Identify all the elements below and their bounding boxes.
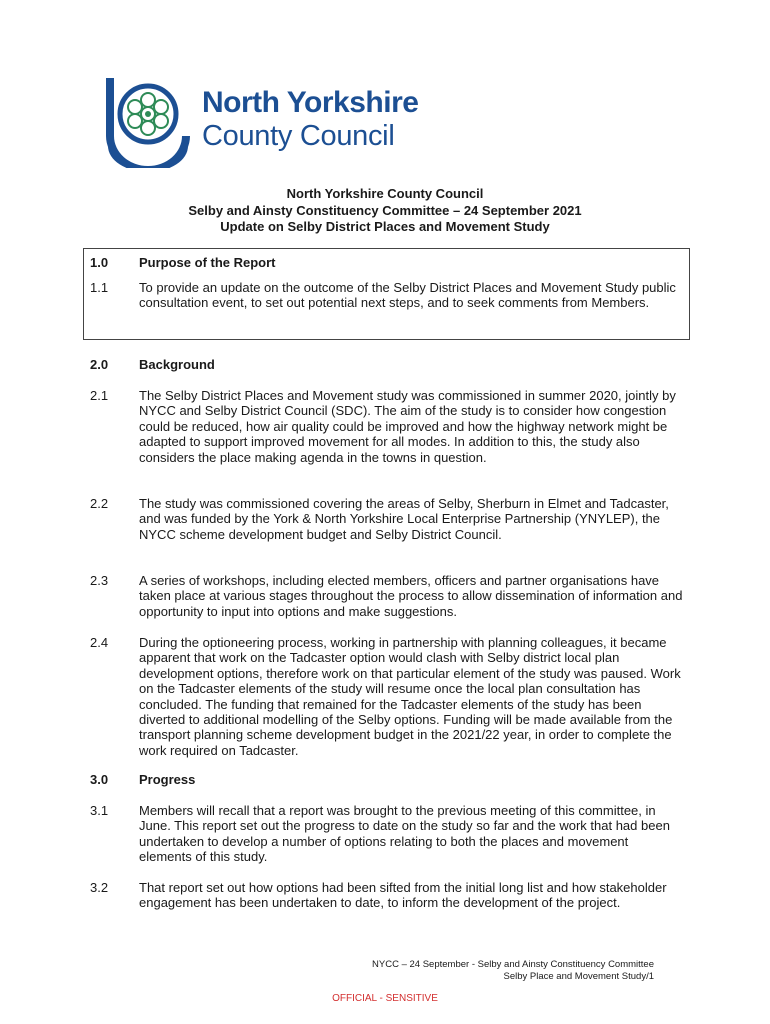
paragraph-2-3: A series of workshops, including elected members, officers and partner organisations have taken place at various stages throughout the process to allow dissemination of information and opportunity to input into options and make suggestions.	[139, 573, 683, 619]
security-classification: OFFICIAL - SENSITIVE	[332, 993, 438, 1004]
paragraph-1-1: To provide an update on the outcome of the Selby District Places and Movement Study public consultation event, to set out potential next steps, and to seek comments from Members.	[139, 280, 676, 311]
paragraph-number: 2.4	[90, 635, 109, 650]
paragraph-number: 2.1	[90, 388, 109, 403]
rose-emblem-icon	[100, 76, 200, 168]
paragraph-3-1: Members will recall that a report was brought to the previous meeting of this committee, in June. This report set out the progress to date on the study so far and the work that had been undertaken to develop a number of options relating to both the places and movement elements of this study.	[139, 803, 670, 865]
paragraph-number: 2.2	[90, 496, 109, 511]
paragraph-number: 3.1	[90, 803, 109, 818]
paragraph-number: 3.2	[90, 880, 109, 895]
paragraph-3-2: That report set out how options had been sifted from the initial long list and how stakeholder engagement has been undertaken to date, to inform the development of the project.	[139, 880, 667, 911]
paragraph-number: 2.3	[90, 573, 109, 588]
section-title-background: Background	[139, 357, 215, 372]
logo-text-line1: North Yorkshire	[202, 86, 419, 119]
paragraph-2-4: During the optioneering process, working in partnership with planning colleagues, it became apparent that work on the Tadcaster option would clash with Selby district local plan development options, therefore work on that particular element of the study was paused. Work on the Tadcaster elements of the study will resume once the local plan consultation has concluded. The funding that remained for the Tadcaster elements of the study has been diverted to additional modelling of the Selby options. Funding will be made available from the transport planning scheme development budget in the 2021/22 year, in order to complete the work required on Tadcaster.	[139, 635, 681, 758]
section-title-purpose: Purpose of the Report	[139, 255, 276, 270]
section-number: 1.0	[90, 255, 109, 270]
report-heading-subject: Update on Selby District Places and Movement Study	[220, 219, 550, 234]
section-title-progress: Progress	[139, 772, 196, 787]
section-number: 2.0	[90, 357, 109, 372]
footer-page-ref: Selby Place and Movement Study/1	[503, 971, 654, 982]
council-logo	[100, 76, 440, 168]
report-heading-committee: Selby and Ainsty Constituency Committee – 24 September 2021	[188, 203, 582, 218]
footer-committee-line: NYCC – 24 September - Selby and Ainsty Constituency Committee	[372, 959, 654, 970]
report-heading-org: North Yorkshire County Council	[286, 186, 484, 201]
logo-text-line2: County Council	[202, 120, 395, 152]
section-number: 3.0	[90, 772, 109, 787]
paragraph-number: 1.1	[90, 280, 109, 295]
paragraph-2-2: The study was commissioned covering the areas of Selby, Sherburn in Elmet and Tadcaster, and was funded by the York & North Yorkshire Local Enterprise Partnership (YNYLEP), the NYCC scheme development budget and Selby District Council.	[139, 496, 669, 542]
paragraph-2-1: The Selby District Places and Movement study was commissioned in summer 2020, jointly by NYCC and Selby District Council (SDC). The aim of the study is to consider how congestion could be reduced, how air quality could be improved and how the highway network might be adapted to support improved movement for all modes. In addition to this, the study also considers the place making agenda in the towns in question.	[139, 388, 676, 465]
